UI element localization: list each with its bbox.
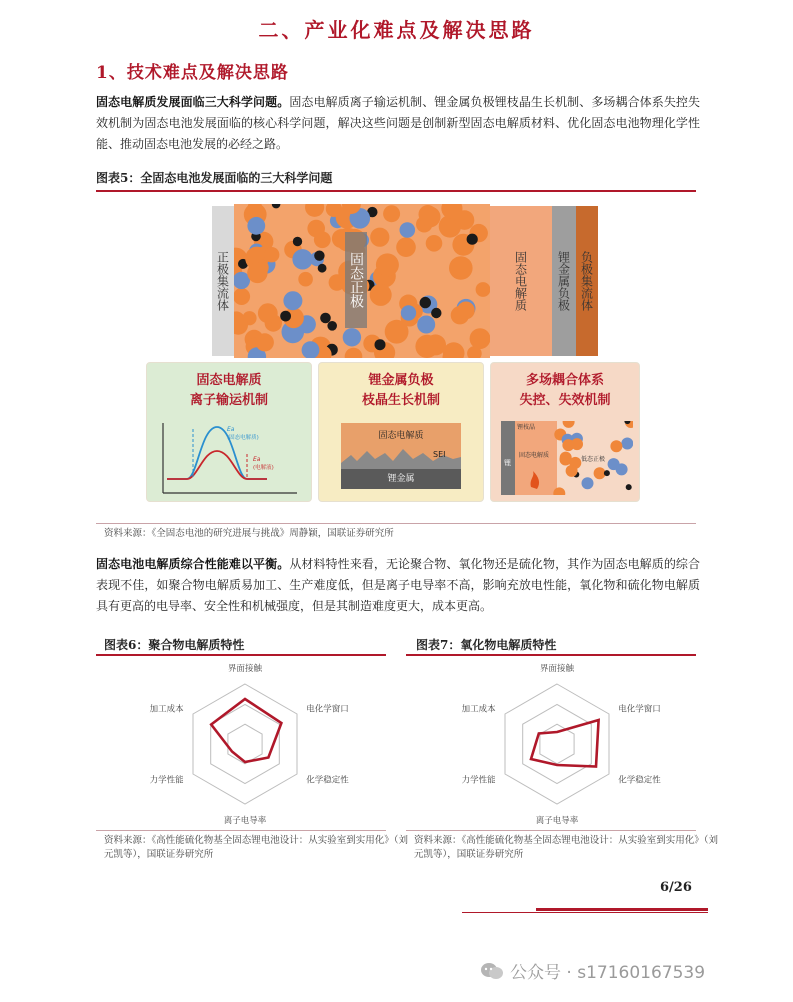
fig5-source: 资料来源：《全固态电池的研究进展与挑战》周静颖，国联证券研究所 (104, 528, 394, 539)
paragraph-2-body: 从材料特性来看，无论聚合物、氧化物还是硫化物，其作为固态电解质的综合表现不佳，如聚合物电解质易加工、生产难度低，但是离子电导率不高，影响充放电性能，氧化物和硫化物电解质具有更高的电导率、安全性和机械强度，但是其制造难度更大，成本更高。 (96, 557, 700, 613)
card1-title-line2: 离子输运机制 (189, 393, 268, 408)
card1-title-line1: 固态电解质 (196, 373, 262, 388)
particle (400, 222, 416, 238)
energy-barrier-plot (157, 419, 303, 499)
particle (293, 237, 302, 246)
particle (376, 253, 399, 276)
particle (307, 220, 325, 238)
fig5-top-rule (96, 190, 696, 192)
particle (417, 316, 435, 334)
particle (467, 234, 478, 245)
fig5-bottom-rule (96, 523, 696, 524)
card-ion-transport (146, 362, 312, 502)
fig7-source-1: 资料来源：《高性能硫化物基全固态锂电池设计：从实验室到实用化》（刘 (414, 835, 719, 846)
watermark-text: 公众号 · s17160167539 (510, 963, 706, 983)
particle (256, 333, 274, 351)
radar-axis-label: 化学稳定性 (618, 775, 661, 786)
fig6-caption: 图表6：聚合物电解质特性 (104, 638, 245, 652)
radar-axis-label: 力学性能 (461, 775, 496, 786)
card3-title-line2: 失控、失效机制 (519, 393, 611, 408)
paragraph-2-lead: 固态电池电解质综合性能难以平衡。 (96, 557, 290, 571)
particle (621, 438, 633, 450)
card3-li-label: 锂 (504, 459, 511, 467)
card-multifield-failure (490, 362, 640, 502)
particle (610, 440, 622, 452)
wechat-icon (480, 961, 504, 981)
radar-axis-label: 力学性能 (149, 775, 184, 786)
radar-axis-label: 电化学窗口 (306, 704, 349, 715)
particle (314, 251, 324, 261)
card2-title-line1: 锂金属负极 (368, 373, 434, 388)
particle (327, 321, 337, 331)
solid-cathode-label: 固态正极 (345, 232, 367, 328)
radar-axis-label: 界面接触 (539, 664, 575, 675)
particle (370, 228, 389, 247)
paragraph-2 (96, 554, 700, 617)
particle (370, 284, 392, 306)
particle (247, 217, 265, 235)
radar-grid-ring (505, 684, 609, 804)
particle (375, 339, 386, 350)
sei-label: SEI (433, 450, 446, 459)
particle (594, 467, 606, 479)
ea-top-label: Ea (227, 426, 235, 433)
electrolyte-label: 固态电解质 (490, 206, 552, 356)
particle (292, 249, 312, 269)
fig6-source-2: 元凯等），国联证券研究所 (104, 849, 214, 860)
card3-dendrite-label: 锂枝晶 (517, 424, 536, 431)
radar-axis-label: 离子电导率 (223, 815, 267, 826)
particle (476, 282, 490, 297)
particle (283, 291, 302, 310)
particle (426, 235, 443, 252)
particle (343, 328, 361, 346)
radar-grid-ring (523, 704, 592, 783)
particle (401, 305, 416, 320)
radar-series (211, 699, 281, 762)
paragraph-1 (96, 92, 700, 155)
particle (566, 465, 578, 477)
particle (385, 320, 409, 344)
particle (420, 206, 441, 227)
footer-rule-thick (536, 908, 708, 911)
dendrite-electrolyte-layer: 固态电解质 (341, 423, 461, 451)
fig7-radar-chart (432, 656, 682, 826)
fig7-caption: 图表7：氧化物电解质特性 (416, 638, 557, 652)
cathode-collector-label: 正极集流体 (212, 206, 234, 356)
particle (318, 264, 327, 273)
fig6-radar-chart (120, 656, 370, 826)
watermark (480, 958, 705, 983)
card3-cathode-label: 低态正极 (581, 456, 606, 463)
particle (457, 302, 475, 320)
particle (560, 452, 572, 464)
radar-axis-label: 离子电导率 (535, 815, 579, 826)
particle (264, 247, 279, 262)
radar-grid-ring (193, 684, 297, 804)
section-title: 二、产业化难点及解决思路 (258, 18, 535, 42)
paragraph-1-lead: 固态电解质发展面临三大科学问题。 (96, 95, 290, 109)
card-dendrite-growth (318, 362, 484, 502)
particle (604, 470, 610, 476)
li-anode-label: 锂金属负极 (552, 206, 576, 356)
radar-axis-label: 加工成本 (149, 704, 184, 715)
fig6-source-1: 资料来源：《高性能硫化物基全固态锂电池设计：从实验室到实用化》（刘 (104, 835, 409, 846)
particle (383, 205, 400, 222)
radar-grid-ring (228, 724, 262, 764)
fig7-bottom-rule (406, 830, 696, 831)
multifield-cell-sketch (501, 421, 633, 495)
footer-rule-thin (462, 912, 708, 913)
particle (247, 263, 267, 283)
particle (626, 484, 632, 490)
dendrite-sei-layer (341, 447, 461, 469)
particle (563, 421, 575, 428)
particle (280, 311, 291, 322)
ea-bottom-label: Ea (253, 456, 261, 463)
fig5-caption: 图表5：全固态电池发展面临的三大科学问题 (96, 171, 333, 185)
ea-top-note: (固态电解质) (227, 435, 259, 441)
anode-collector-label: 负极集流体 (576, 206, 598, 356)
particle (258, 303, 278, 323)
particle (415, 335, 438, 358)
fig5-diagram (120, 196, 640, 520)
radar-axis-label: 界面接触 (227, 664, 263, 675)
particle (582, 477, 594, 489)
page-number: 6/26 (660, 880, 692, 895)
particle (470, 328, 490, 349)
li-metal-layer: 锂金属 (341, 469, 461, 489)
card2-title-line2: 枝晶生长机制 (361, 393, 440, 408)
paragraph-1-body: 固态电解质离子输运机制、锂金属负极锂枝晶生长机制、多场耦合体系失控失效机制为固态电池发展面临的核心科学问题，解决这些问题是创制新型固态电解质材料、优化固态电池物理化学性能、推动固态电池发展的必经之路。 (96, 95, 700, 151)
ea-bottom-note: (电解液) (253, 465, 274, 471)
particle (431, 308, 441, 318)
card3-electrolyte-label: 固态电解质 (519, 452, 550, 459)
particle (320, 313, 331, 324)
particle (449, 256, 473, 280)
particle (298, 272, 313, 287)
particle (420, 297, 431, 308)
radar-axis-label: 加工成本 (461, 704, 496, 715)
fig7-source-2: 元凯等），国联证券研究所 (414, 849, 524, 860)
particle (396, 237, 416, 257)
particle (608, 458, 620, 470)
radar-axis-label: 电化学窗口 (618, 704, 661, 715)
fig6-bottom-rule (96, 830, 386, 831)
subsection-title: 1、技术难点及解决思路 (96, 63, 289, 83)
particle (571, 438, 583, 450)
card3-title-line1: 多场耦合体系 (525, 373, 604, 388)
radar-grid-ring (540, 724, 574, 764)
radar-axis-label: 化学稳定性 (306, 775, 349, 786)
